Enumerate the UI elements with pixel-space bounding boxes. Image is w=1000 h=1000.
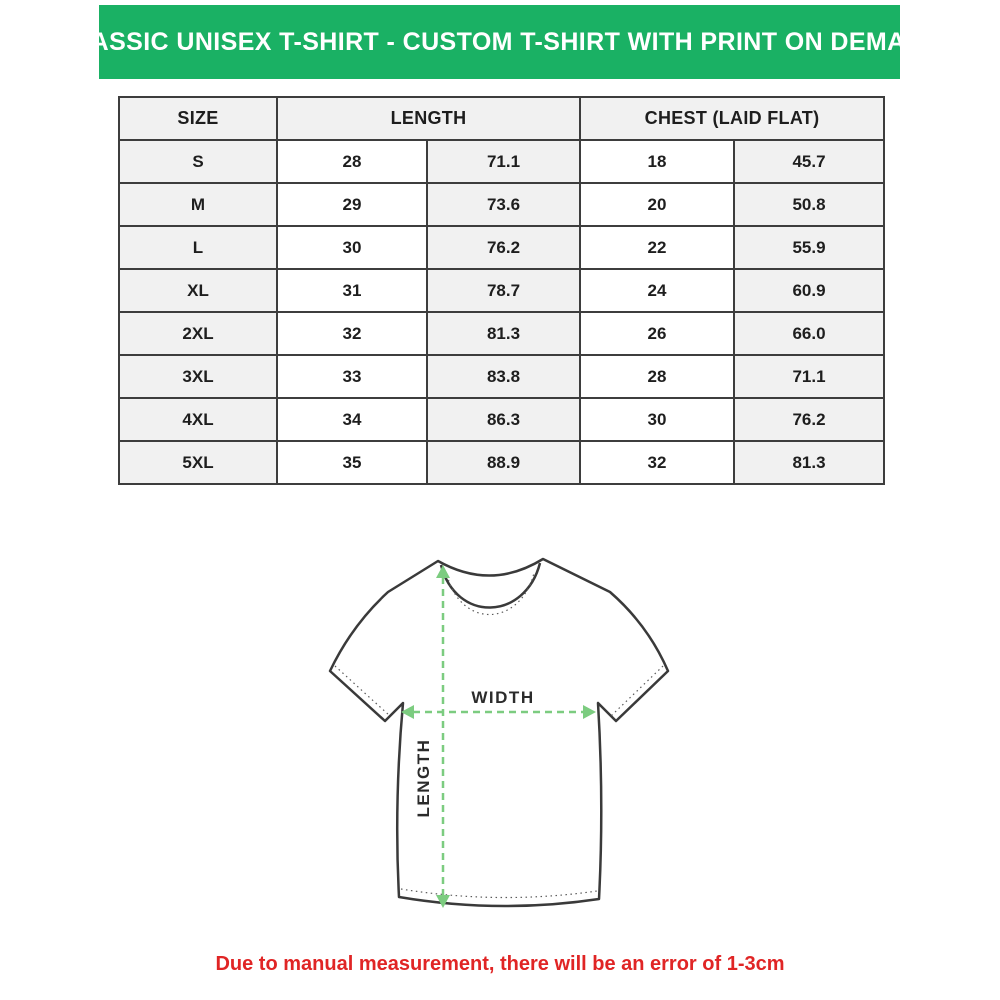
cell-chest_cm: 60.9 <box>734 269 884 312</box>
cell-length_cm: 88.9 <box>427 441 580 484</box>
cell-length_in: 30 <box>277 226 427 269</box>
cell-length_cm: 83.8 <box>427 355 580 398</box>
header-chest: CHEST (LAID FLAT) <box>580 97 884 140</box>
cell-length_cm: 81.3 <box>427 312 580 355</box>
cell-chest_cm: 66.0 <box>734 312 884 355</box>
cell-chest_cm: 50.8 <box>734 183 884 226</box>
cell-length_cm: 78.7 <box>427 269 580 312</box>
table-header-row <box>119 97 884 140</box>
table-row <box>119 398 884 441</box>
cell-size: 3XL <box>119 355 277 398</box>
cell-chest_in: 30 <box>580 398 734 441</box>
table-row <box>119 140 884 183</box>
cell-size: L <box>119 226 277 269</box>
cell-size: 4XL <box>119 398 277 441</box>
cell-chest_in: 20 <box>580 183 734 226</box>
tshirt-diagram <box>300 545 700 945</box>
cell-chest_cm: 71.1 <box>734 355 884 398</box>
cell-chest_in: 32 <box>580 441 734 484</box>
header-length: LENGTH <box>277 97 580 140</box>
cell-length_in: 35 <box>277 441 427 484</box>
table-row <box>119 269 884 312</box>
cell-length_in: 29 <box>277 183 427 226</box>
cell-chest_cm: 45.7 <box>734 140 884 183</box>
cell-length_in: 33 <box>277 355 427 398</box>
cell-length_in: 28 <box>277 140 427 183</box>
cell-size: M <box>119 183 277 226</box>
cell-size: 5XL <box>119 441 277 484</box>
tshirt-outline <box>330 559 668 906</box>
cell-chest_cm: 81.3 <box>734 441 884 484</box>
cell-length_cm: 73.6 <box>427 183 580 226</box>
cell-chest_cm: 55.9 <box>734 226 884 269</box>
size-table-body <box>119 140 884 484</box>
cell-chest_in: 18 <box>580 140 734 183</box>
table-row <box>119 441 884 484</box>
table-row <box>119 226 884 269</box>
cell-length_cm: 76.2 <box>427 226 580 269</box>
cell-size: S <box>119 140 277 183</box>
title-banner <box>56 5 943 79</box>
cell-length_in: 31 <box>277 269 427 312</box>
header-size: SIZE <box>119 97 277 140</box>
cell-size: 2XL <box>119 312 277 355</box>
cell-length_in: 32 <box>277 312 427 355</box>
size-table <box>118 96 885 485</box>
cell-chest_cm: 76.2 <box>734 398 884 441</box>
cell-size: XL <box>119 269 277 312</box>
cell-length_in: 34 <box>277 398 427 441</box>
length-label: LENGTH <box>414 738 433 818</box>
cell-chest_in: 22 <box>580 226 734 269</box>
measurement-disclaimer: Due to manual measurement, there will be an error of 1-3cm <box>215 953 785 975</box>
cell-chest_in: 26 <box>580 312 734 355</box>
table-row <box>119 312 884 355</box>
table-row <box>119 355 884 398</box>
cell-chest_in: 24 <box>580 269 734 312</box>
cell-chest_in: 28 <box>580 355 734 398</box>
cell-length_cm: 86.3 <box>427 398 580 441</box>
cell-length_cm: 71.1 <box>427 140 580 183</box>
width-label: WIDTH <box>471 688 535 707</box>
page-title: CLASSIC UNISEX T-SHIRT - CUSTOM T-SHIRT WITH PRINT ON DEMAND <box>56 27 943 56</box>
table-row <box>119 183 884 226</box>
